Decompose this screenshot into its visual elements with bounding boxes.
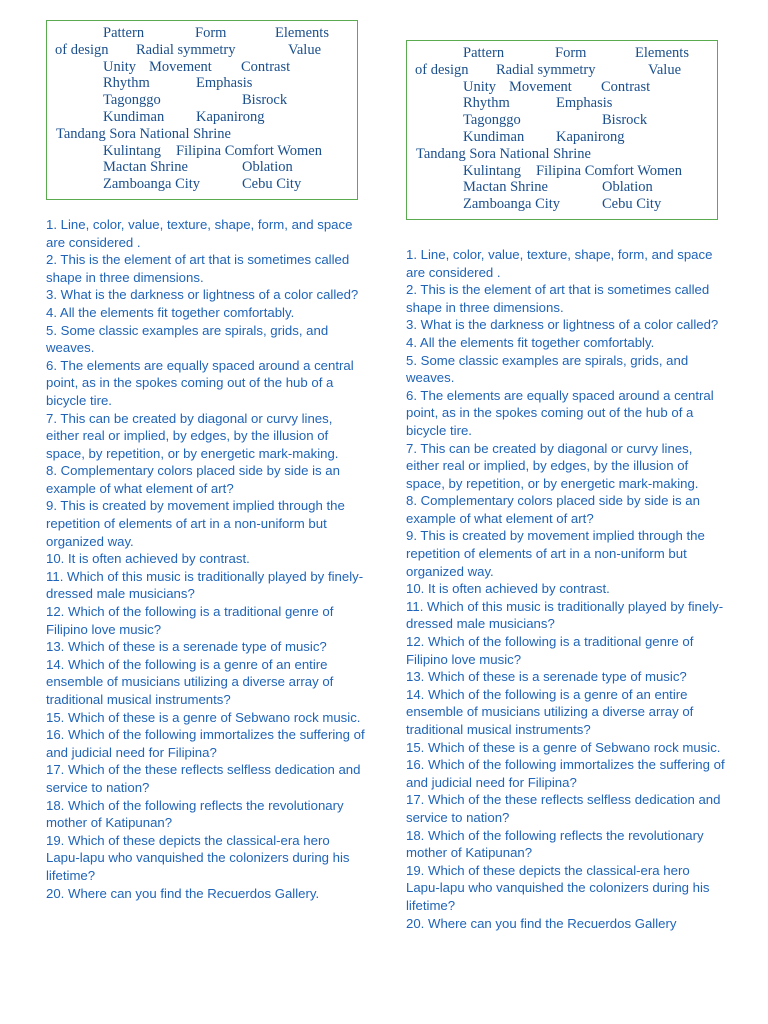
word-box (406, 40, 718, 220)
word-kundiman: Kundiman (463, 128, 525, 145)
word-elements: Elements (275, 25, 329, 41)
word-form: Form (555, 45, 587, 61)
question-item: 11. Which of this music is traditionally played by finely-dressed male musicians? (46, 568, 364, 602)
question-item: 12. Which of the following is a traditional genre of Filipino love music? (406, 634, 694, 667)
question-item: 15. Which of these is a genre of Sebwano rock music. (406, 739, 721, 755)
word-emphasis: Emphasis (556, 95, 613, 112)
question-list (406, 246, 726, 932)
question-item: 5. Some classic examples are spirals, grids, and weaves. (406, 352, 689, 386)
word-pattern: Pattern (463, 45, 505, 61)
word-kulintang: Kulintang (103, 142, 161, 159)
question-item: 8. Complementary colors placed side by side is an example of what element of art? (406, 493, 700, 526)
question-item: 2. This is the element of art that is sometimes called shape in three dimensions. (406, 282, 710, 315)
word-movement: Movement (149, 58, 212, 75)
question-item: 15. Which of these is a genre of Sebwano rock music. (46, 709, 361, 725)
word-oblation: Oblation (602, 179, 653, 196)
word-kapanirong: Kapanirong (196, 108, 265, 125)
question-item: 12. Which of the following is a traditional genre of Filipino love music? (46, 604, 334, 637)
question-item: 10. It is often achieved by contrast. (406, 581, 610, 597)
word-unity: Unity (103, 58, 137, 75)
word-rhythm: Rhythm (103, 75, 150, 92)
question-item: 3. What is the darkness or lightness of a color called? (46, 287, 359, 303)
word-bisrock: Bisrock (602, 112, 648, 129)
question-item: 8. Complementary colors placed side by side is an example of what element of art? (46, 463, 340, 496)
word-unity: Unity (463, 78, 497, 95)
word-value: Value (648, 61, 682, 78)
question-item: 1. Line, color, value, texture, shape, form, and space are considered . (46, 216, 353, 250)
question-item: 3. What is the darkness or lightness of a color called? (406, 317, 719, 333)
word-bisrock: Bisrock (242, 92, 288, 109)
word-tandang-sora: Tandang Sora National Shrine (416, 145, 591, 162)
question-item: 20. Where can you find the Recuerdos Gallery (406, 915, 677, 931)
question-item: 16. Which of the following immortalizes the suffering of and judicial need for Filipina? (406, 757, 725, 790)
word-kulintang: Kulintang (463, 162, 521, 179)
word-contrast: Contrast (601, 78, 651, 95)
word-kapanirong: Kapanirong (556, 128, 625, 145)
word-value: Value (288, 41, 322, 58)
question-item: 6. The elements are equally spaced around a central point, as in the spokes coming out of the hub of a bicycle tire. (46, 357, 354, 408)
question-item: 14. Which of the following is a genre of an entire ensemble of musicians utilizing a diverse array of traditional musical instruments? (406, 686, 694, 737)
word-oblation: Oblation (242, 159, 293, 176)
word-zamboanga-city: Zamboanga City (463, 196, 561, 213)
question-item: 5. Some classic examples are spirals, grids, and weaves. (46, 322, 329, 356)
question-item: 9. This is created by movement implied through the repetition of elements of art in a non-uniform but organized way. (406, 528, 705, 579)
word-filipina-comfort-women: Filipina Comfort Women (176, 142, 322, 159)
word-elements: Elements (635, 45, 689, 61)
word-mactan-shrine: Mactan Shrine (463, 179, 548, 196)
worksheet-left (46, 20, 366, 902)
question-item: 16. Which of the following immortalizes the suffering of and judicial need for Filipina? (46, 727, 365, 760)
word-tagonggo: Tagonggo (103, 92, 161, 109)
question-item: 14. Which of the following is a genre of an entire ensemble of musicians utilizing a diverse array of traditional musical instruments? (46, 656, 334, 707)
word-box (46, 20, 358, 200)
word-emphasis: Emphasis (196, 75, 253, 92)
word-of-design: of design (415, 61, 469, 78)
question-item: 6. The elements are equally spaced around a central point, as in the spokes coming out of the hub of a bicycle tire. (406, 387, 714, 438)
question-item: 7. This can be created by diagonal or curvy lines, either real or implied, by edges, by the illusion of space, by repetition, or by energetic mark-making. (406, 440, 699, 491)
question-item: 9. This is created by movement implied through the repetition of elements of art in a non-uniform but organized way. (46, 498, 345, 549)
worksheet-right (406, 40, 726, 932)
question-item: 4. All the elements fit together comfortably. (406, 334, 655, 350)
word-tandang-sora: Tandang Sora National Shrine (56, 125, 231, 142)
word-pattern: Pattern (103, 25, 145, 41)
question-item: 1. Line, color, value, texture, shape, form, and space are considered . (406, 246, 713, 280)
word-tagonggo: Tagonggo (463, 112, 521, 129)
word-form: Form (195, 25, 227, 41)
word-radial-symmetry: Radial symmetry (496, 61, 596, 78)
question-item: 7. This can be created by diagonal or curvy lines, either real or implied, by edges, by the illusion of space, by repetition, or by energetic mark-making. (46, 410, 339, 461)
word-filipina-comfort-women: Filipina Comfort Women (536, 162, 682, 179)
word-radial-symmetry: Radial symmetry (136, 41, 236, 58)
question-item: 19. Which of these depicts the classical-era hero Lapu-lapu who vanquished the colonizers during his lifetime? (406, 862, 710, 913)
question-item: 13. Which of these is a serenade type of music? (46, 639, 327, 655)
question-item: 4. All the elements fit together comfortably. (46, 304, 295, 320)
question-item: 10. It is often achieved by contrast. (46, 551, 250, 567)
question-item: 2. This is the element of art that is sometimes called shape in three dimensions. (46, 252, 350, 285)
word-kundiman: Kundiman (103, 108, 165, 125)
word-cebu-city: Cebu City (242, 176, 302, 193)
word-zamboanga-city: Zamboanga City (103, 176, 201, 193)
word-of-design: of design (55, 41, 109, 58)
word-contrast: Contrast (241, 58, 291, 75)
question-item: 13. Which of these is a serenade type of music? (406, 669, 687, 685)
question-item: 17. Which of the these reflects selfless dedication and service to nation? (46, 762, 361, 795)
question-item: 20. Where can you find the Recuerdos Gallery. (46, 885, 320, 901)
question-item: 18. Which of the following reflects the revolutionary mother of Katipunan? (406, 827, 704, 861)
word-rhythm: Rhythm (463, 95, 510, 112)
question-item: 11. Which of this music is traditionally played by finely-dressed male musicians? (406, 598, 724, 632)
word-mactan-shrine: Mactan Shrine (103, 159, 188, 176)
question-item: 17. Which of the these reflects selfless dedication and service to nation? (406, 792, 721, 825)
question-list (46, 216, 366, 902)
question-item: 19. Which of these depicts the classical-era hero Lapu-lapu who vanquished the colonizers during his lifetime? (46, 832, 350, 883)
word-cebu-city: Cebu City (602, 196, 662, 213)
question-item: 18. Which of the following reflects the revolutionary mother of Katipunan? (46, 797, 344, 831)
word-movement: Movement (509, 78, 572, 95)
